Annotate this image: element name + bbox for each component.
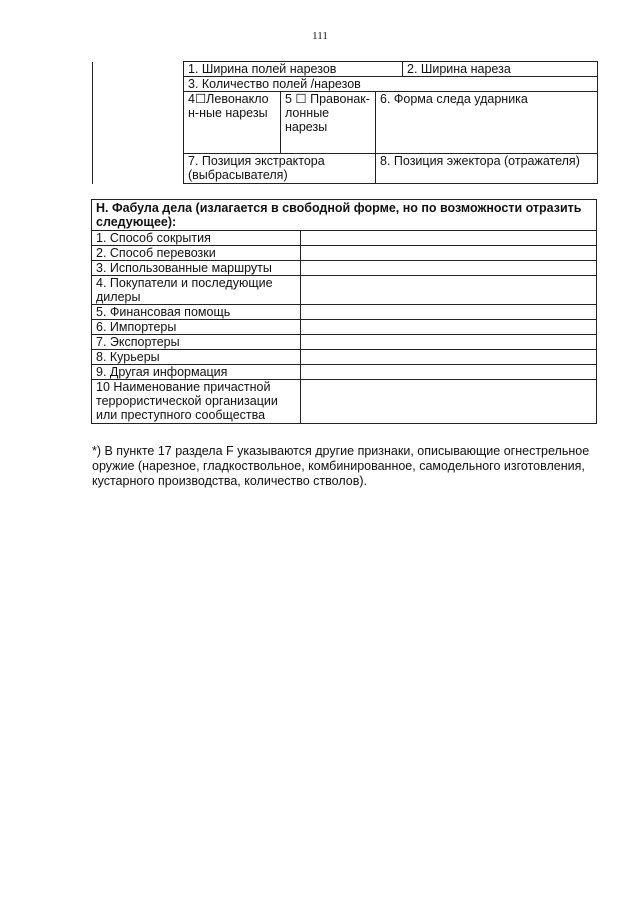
table-row-label: 7. Экспортеры bbox=[92, 335, 301, 350]
table-row-label: 8. Курьеры bbox=[92, 350, 301, 365]
footnote: *) В пункте 17 раздела F указываются другие признаки, описывающие огнестрельное оружие (нарезное, гладкоствольное, комбинированное, самодельного изготовления, кустарного производства, количество стволов). bbox=[92, 444, 590, 488]
firing-pin-shape-cell: 6. Форма следа ударника bbox=[376, 92, 598, 154]
ejector-position-cell: 8. Позиция эжектора (отражателя) bbox=[376, 154, 598, 184]
page-number: 111 bbox=[312, 30, 328, 42]
left-blank-column bbox=[93, 62, 184, 184]
table-row-value bbox=[301, 261, 597, 276]
table-row-label: 6. Импортеры bbox=[92, 320, 301, 335]
table-row-value bbox=[301, 231, 597, 246]
table-row-value bbox=[301, 335, 597, 350]
ballistics-table bbox=[92, 61, 598, 184]
table-row-value bbox=[301, 246, 597, 261]
row-1-container bbox=[184, 62, 598, 77]
table-row-label: 1. Способ сокрытия bbox=[92, 231, 301, 246]
lands-grooves-count-cell: 3. Количество полей /нарезов bbox=[184, 77, 598, 92]
table-row-value bbox=[301, 365, 597, 380]
section-h-heading: H. Фабула дела (излагается в свободной форме, но по возможности отразить следующее): bbox=[92, 200, 597, 231]
table-row-label: 5. Финансовая помощь bbox=[92, 305, 301, 320]
table-row-label: 4. Покупатели и последующие дилеры bbox=[92, 276, 301, 305]
table-row-label: 2. Способ перевозки bbox=[92, 246, 301, 261]
case-summary-table bbox=[91, 199, 597, 424]
right-twist-cell: 5 ☐ Правонак- лонные нарезы bbox=[281, 92, 376, 154]
table-row-value bbox=[301, 380, 597, 424]
table-row-value bbox=[301, 350, 597, 365]
table-row-value bbox=[301, 276, 597, 305]
table-row-label: 10 Наименование причастной террористической организации или преступного сообщества bbox=[92, 380, 301, 424]
table-row-value bbox=[301, 305, 597, 320]
groove-width-cell: 2. Ширина нареза bbox=[407, 62, 511, 76]
table-row-label: 3. Использованные маршруты bbox=[92, 261, 301, 276]
table-row-value bbox=[301, 320, 597, 335]
table-row-label: 9. Другая информация bbox=[92, 365, 301, 380]
rifling-land-width-cell: 1. Ширина полей нарезов bbox=[184, 62, 403, 76]
extractor-position-cell: 7. Позиция экстрактора (выбрасывателя) bbox=[184, 154, 376, 184]
left-twist-cell: 4☐Левонакло н-ные нарезы bbox=[184, 92, 281, 154]
